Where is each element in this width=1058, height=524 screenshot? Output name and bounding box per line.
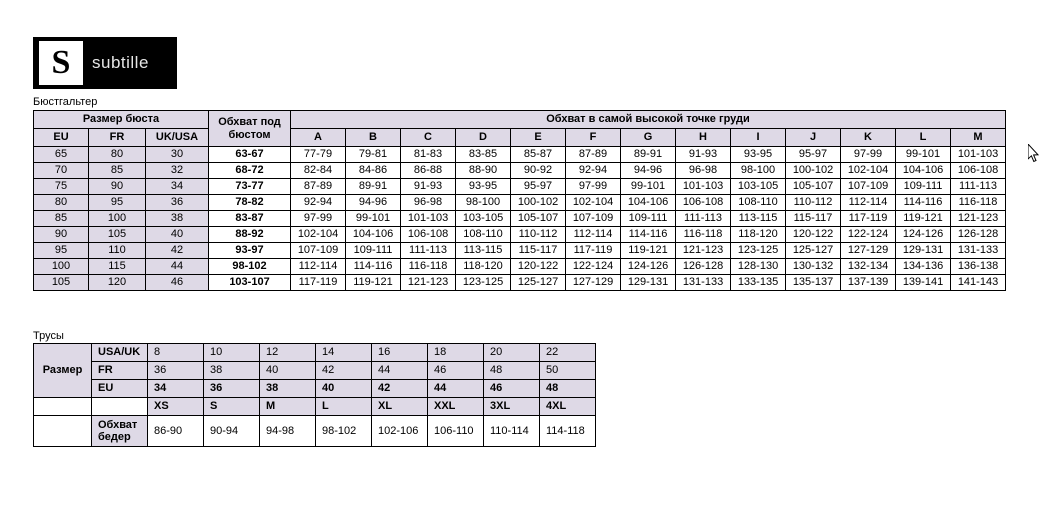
panties-cell: 50 <box>540 362 596 380</box>
panties-cell: 40 <box>260 362 316 380</box>
panties-cell: 48 <box>540 380 596 398</box>
table-row <box>34 243 1006 259</box>
column-header-cup-k: K <box>841 129 896 147</box>
bra-cell-measurement: 131-133 <box>951 243 1006 259</box>
panties-cell: 38 <box>204 362 260 380</box>
bra-cell-measurement: 117-119 <box>291 275 346 291</box>
bra-cell-measurement: 91-93 <box>401 179 456 195</box>
bra-cell-measurement: 109-111 <box>896 179 951 195</box>
bra-cell-measurement: 98-100 <box>731 163 786 179</box>
column-header-cup-l: L <box>896 129 951 147</box>
panties-cell: 20 <box>484 344 540 362</box>
bra-cell-measurement: 124-126 <box>896 227 951 243</box>
table-row <box>34 195 1006 211</box>
bra-size-table <box>33 110 1006 291</box>
bra-cell-ukusa: 46 <box>146 275 209 291</box>
bra-cell-ukusa: 44 <box>146 259 209 275</box>
bra-cell-measurement: 129-131 <box>896 243 951 259</box>
panties-section-caption: Трусы <box>33 330 64 342</box>
panties-table-body <box>34 344 596 447</box>
bra-cell-measurement: 130-132 <box>786 259 841 275</box>
bra-cell-measurement: 121-123 <box>951 211 1006 227</box>
bra-cell-measurement: 127-129 <box>566 275 621 291</box>
bra-cell-measurement: 136-138 <box>951 259 1006 275</box>
panties-cell: 42 <box>372 380 428 398</box>
bra-cell-ukusa: 38 <box>146 211 209 227</box>
bra-cell-measurement: 113-115 <box>731 211 786 227</box>
panties-cell: 86-90 <box>148 416 204 447</box>
bra-cell-measurement: 93-95 <box>456 179 511 195</box>
bra-cell-measurement: 95-97 <box>786 147 841 163</box>
bra-cell-underbust: 73-77 <box>209 179 291 195</box>
column-header-cup-f: F <box>566 129 621 147</box>
bra-cell-measurement: 90-92 <box>511 163 566 179</box>
panties-cell: 36 <box>148 362 204 380</box>
bra-cell-measurement: 77-79 <box>291 147 346 163</box>
panties-row-label: FR <box>92 362 148 380</box>
bra-cell-measurement: 129-131 <box>621 275 676 291</box>
bra-cell-measurement: 135-137 <box>786 275 841 291</box>
panties-cell: XL <box>372 398 428 416</box>
bra-cell-measurement: 89-91 <box>346 179 401 195</box>
panties-cell: XS <box>148 398 204 416</box>
column-header-cup-e: E <box>511 129 566 147</box>
bra-cell-eu: 85 <box>34 211 89 227</box>
bra-cell-measurement: 85-87 <box>511 147 566 163</box>
panties-cell: 36 <box>204 380 260 398</box>
underbust-header: Обхват под бюстом <box>209 111 291 147</box>
panties-cell: 48 <box>484 362 540 380</box>
bra-cell-measurement: 122-124 <box>841 227 896 243</box>
bra-cell-fr: 120 <box>89 275 146 291</box>
panties-cell: 3XL <box>484 398 540 416</box>
panties-cell: 10 <box>204 344 260 362</box>
table-row <box>34 398 596 416</box>
bra-cell-measurement: 115-117 <box>786 211 841 227</box>
bra-cell-eu: 105 <box>34 275 89 291</box>
column-header-cup-a: A <box>291 129 346 147</box>
bra-cell-measurement: 111-113 <box>951 179 1006 195</box>
bra-cell-measurement: 120-122 <box>511 259 566 275</box>
bra-cell-measurement: 99-101 <box>346 211 401 227</box>
bra-cell-measurement: 106-108 <box>951 163 1006 179</box>
panties-cell: M <box>260 398 316 416</box>
bra-cell-measurement: 126-128 <box>676 259 731 275</box>
column-header-cup-b: B <box>346 129 401 147</box>
panties-row-label: USA/UK <box>92 344 148 362</box>
panties-cell: 98-102 <box>316 416 372 447</box>
bra-cell-measurement: 115-117 <box>511 243 566 259</box>
bra-cell-measurement: 124-126 <box>621 259 676 275</box>
table-row <box>34 416 596 447</box>
column-header-eu: EU <box>34 129 89 147</box>
bra-cell-underbust: 78-82 <box>209 195 291 211</box>
bra-cell-measurement: 121-123 <box>676 243 731 259</box>
panties-cell: XXL <box>428 398 484 416</box>
bra-cell-measurement: 87-89 <box>291 179 346 195</box>
panties-cell: 14 <box>316 344 372 362</box>
bra-cell-measurement: 107-109 <box>841 179 896 195</box>
bra-cell-measurement: 106-108 <box>401 227 456 243</box>
bra-cell-measurement: 116-118 <box>401 259 456 275</box>
bra-cell-measurement: 82-84 <box>291 163 346 179</box>
bra-cell-ukusa: 30 <box>146 147 209 163</box>
bra-cell-measurement: 95-97 <box>511 179 566 195</box>
bra-cell-eu: 70 <box>34 163 89 179</box>
bra-cell-measurement: 118-120 <box>731 227 786 243</box>
bra-cell-ukusa: 32 <box>146 163 209 179</box>
panties-size-table <box>33 343 596 447</box>
panties-cell: 18 <box>428 344 484 362</box>
bra-cell-measurement: 106-108 <box>676 195 731 211</box>
bra-cell-fr: 90 <box>89 179 146 195</box>
bra-table-header-row-2 <box>34 129 1006 147</box>
bra-cell-measurement: 104-106 <box>621 195 676 211</box>
panties-cell: 42 <box>316 362 372 380</box>
bra-cell-measurement: 116-118 <box>951 195 1006 211</box>
bra-cell-measurement: 107-109 <box>566 211 621 227</box>
bra-cell-eu: 100 <box>34 259 89 275</box>
bra-cell-measurement: 99-101 <box>896 147 951 163</box>
bra-cell-measurement: 87-89 <box>566 147 621 163</box>
bra-cell-measurement: 126-128 <box>951 227 1006 243</box>
panties-cell: 38 <box>260 380 316 398</box>
panties-cell: 46 <box>428 362 484 380</box>
bra-cell-measurement: 98-100 <box>456 195 511 211</box>
table-row <box>34 163 1006 179</box>
table-row <box>34 362 596 380</box>
bra-cell-measurement: 88-90 <box>456 163 511 179</box>
column-header-cup-m: M <box>951 129 1006 147</box>
table-row <box>34 179 1006 195</box>
column-header-cup-i: I <box>731 129 786 147</box>
bra-cell-measurement: 139-141 <box>896 275 951 291</box>
panties-cell: 106-110 <box>428 416 484 447</box>
panties-cell: 44 <box>372 362 428 380</box>
bra-cell-measurement: 86-88 <box>401 163 456 179</box>
bra-cell-measurement: 112-114 <box>566 227 621 243</box>
bra-cell-measurement: 141-143 <box>951 275 1006 291</box>
column-header-cup-j: J <box>786 129 841 147</box>
panties-cell: 8 <box>148 344 204 362</box>
bra-cell-measurement: 81-83 <box>401 147 456 163</box>
bra-cell-measurement: 120-122 <box>786 227 841 243</box>
bra-cell-measurement: 127-129 <box>841 243 896 259</box>
column-header-cup-d: D <box>456 129 511 147</box>
bra-cell-measurement: 93-95 <box>731 147 786 163</box>
bra-cell-underbust: 98-102 <box>209 259 291 275</box>
bra-cell-eu: 75 <box>34 179 89 195</box>
panties-row-label-empty <box>92 398 148 416</box>
bra-cell-eu: 95 <box>34 243 89 259</box>
bra-cell-measurement: 101-103 <box>951 147 1006 163</box>
bra-cell-measurement: 94-96 <box>346 195 401 211</box>
bra-cell-measurement: 116-118 <box>676 227 731 243</box>
bra-cell-ukusa: 42 <box>146 243 209 259</box>
panties-cell: 90-94 <box>204 416 260 447</box>
bra-cell-measurement: 100-102 <box>786 163 841 179</box>
bra-cell-measurement: 133-135 <box>731 275 786 291</box>
table-row <box>34 380 596 398</box>
bra-table-body <box>34 147 1006 291</box>
bra-cell-measurement: 107-109 <box>291 243 346 259</box>
bust-group-header: Обхват в самой высокой точке груди <box>291 111 1006 129</box>
table-row <box>34 259 1006 275</box>
column-header-cup-c: C <box>401 129 456 147</box>
bra-cell-underbust: 63-67 <box>209 147 291 163</box>
bra-cell-underbust: 88-92 <box>209 227 291 243</box>
bra-cell-measurement: 97-99 <box>566 179 621 195</box>
bra-cell-measurement: 83-85 <box>456 147 511 163</box>
panties-cell: 4XL <box>540 398 596 416</box>
panties-cell: 102-106 <box>372 416 428 447</box>
bra-cell-measurement: 123-125 <box>731 243 786 259</box>
panties-cell: 44 <box>428 380 484 398</box>
bra-cell-eu: 90 <box>34 227 89 243</box>
table-row <box>34 344 596 362</box>
bra-cell-measurement: 123-125 <box>456 275 511 291</box>
bra-cell-measurement: 89-91 <box>621 147 676 163</box>
bra-cell-fr: 80 <box>89 147 146 163</box>
bra-cell-measurement: 119-121 <box>621 243 676 259</box>
panties-cell: L <box>316 398 372 416</box>
bra-cell-measurement: 112-114 <box>841 195 896 211</box>
bra-cell-measurement: 101-103 <box>676 179 731 195</box>
bra-cell-measurement: 108-110 <box>456 227 511 243</box>
bra-cell-measurement: 104-106 <box>346 227 401 243</box>
panties-cell: 16 <box>372 344 428 362</box>
panties-cell: 22 <box>540 344 596 362</box>
bra-cell-measurement: 109-111 <box>621 211 676 227</box>
bra-cell-measurement: 121-123 <box>401 275 456 291</box>
bra-cell-measurement: 119-121 <box>896 211 951 227</box>
bra-cell-measurement: 108-110 <box>731 195 786 211</box>
bra-cell-measurement: 104-106 <box>896 163 951 179</box>
bra-cell-measurement: 99-101 <box>621 179 676 195</box>
brand-logo <box>33 37 177 89</box>
bra-cell-fr: 95 <box>89 195 146 211</box>
bra-cell-fr: 100 <box>89 211 146 227</box>
bra-cell-measurement: 101-103 <box>401 211 456 227</box>
bra-cell-measurement: 111-113 <box>676 211 731 227</box>
bra-cell-measurement: 137-139 <box>841 275 896 291</box>
bra-cell-measurement: 92-94 <box>566 163 621 179</box>
bra-cell-measurement: 103-105 <box>456 211 511 227</box>
bra-cell-measurement: 114-116 <box>896 195 951 211</box>
bra-cell-measurement: 134-136 <box>896 259 951 275</box>
bra-cell-measurement: 103-105 <box>731 179 786 195</box>
bra-size-group-header: Размер бюста <box>34 111 209 129</box>
bra-cell-measurement: 125-127 <box>511 275 566 291</box>
mouse-cursor-icon <box>1028 144 1040 163</box>
bra-cell-eu: 80 <box>34 195 89 211</box>
bra-cell-measurement: 125-127 <box>786 243 841 259</box>
panties-hip-label <box>92 416 148 447</box>
panties-empty-cell-2 <box>34 416 92 447</box>
bra-cell-measurement: 117-119 <box>566 243 621 259</box>
bra-cell-measurement: 105-107 <box>511 211 566 227</box>
bra-cell-measurement: 122-124 <box>566 259 621 275</box>
bra-cell-measurement: 102-104 <box>841 163 896 179</box>
bra-cell-measurement: 110-112 <box>786 195 841 211</box>
bra-cell-fr: 110 <box>89 243 146 259</box>
bra-cell-measurement: 112-114 <box>291 259 346 275</box>
panties-row-label: EU <box>92 380 148 398</box>
bra-cell-underbust: 93-97 <box>209 243 291 259</box>
bra-cell-measurement: 109-111 <box>346 243 401 259</box>
bra-cell-underbust: 103-107 <box>209 275 291 291</box>
panties-cell: 114-118 <box>540 416 596 447</box>
bra-cell-measurement: 111-113 <box>401 243 456 259</box>
logo-monogram-icon: S <box>39 41 83 85</box>
bra-cell-measurement: 97-99 <box>841 147 896 163</box>
bra-cell-measurement: 110-112 <box>511 227 566 243</box>
bra-cell-fr: 105 <box>89 227 146 243</box>
bra-cell-measurement: 131-133 <box>676 275 731 291</box>
panties-cell: S <box>204 398 260 416</box>
panties-hip-label-line1: Обхват <box>98 419 138 431</box>
bra-cell-measurement: 132-134 <box>841 259 896 275</box>
bra-cell-underbust: 83-87 <box>209 211 291 227</box>
bra-cell-fr: 85 <box>89 163 146 179</box>
bra-cell-measurement: 79-81 <box>346 147 401 163</box>
column-header-fr: FR <box>89 129 146 147</box>
bra-cell-fr: 115 <box>89 259 146 275</box>
bra-cell-measurement: 105-107 <box>786 179 841 195</box>
bra-cell-measurement: 114-116 <box>346 259 401 275</box>
table-row <box>34 147 1006 163</box>
bra-cell-measurement: 128-130 <box>731 259 786 275</box>
panties-cell: 12 <box>260 344 316 362</box>
bra-cell-ukusa: 40 <box>146 227 209 243</box>
bra-cell-measurement: 91-93 <box>676 147 731 163</box>
bra-cell-measurement: 102-104 <box>291 227 346 243</box>
table-row <box>34 211 1006 227</box>
column-header-cup-g: G <box>621 129 676 147</box>
bra-cell-measurement: 94-96 <box>621 163 676 179</box>
bra-cell-measurement: 100-102 <box>511 195 566 211</box>
bra-cell-measurement: 118-120 <box>456 259 511 275</box>
bra-section-caption: Бюстгальтер <box>33 96 98 108</box>
panties-cell: 94-98 <box>260 416 316 447</box>
bra-cell-measurement: 96-98 <box>676 163 731 179</box>
bra-cell-eu: 65 <box>34 147 89 163</box>
panties-empty-cell <box>34 398 92 416</box>
column-header-uk-usa: UK/USA <box>146 129 209 147</box>
table-row <box>34 227 1006 243</box>
bra-cell-measurement: 92-94 <box>291 195 346 211</box>
bra-cell-underbust: 68-72 <box>209 163 291 179</box>
panties-cell: 40 <box>316 380 372 398</box>
bra-cell-measurement: 102-104 <box>566 195 621 211</box>
panties-hip-label-line2: бедер <box>98 431 131 443</box>
bra-table-header-row-1 <box>34 111 1006 129</box>
bra-cell-measurement: 117-119 <box>841 211 896 227</box>
table-row <box>34 275 1006 291</box>
bra-cell-ukusa: 34 <box>146 179 209 195</box>
column-header-cup-h: H <box>676 129 731 147</box>
bra-cell-measurement: 96-98 <box>401 195 456 211</box>
panties-cell: 34 <box>148 380 204 398</box>
bra-cell-measurement: 114-116 <box>621 227 676 243</box>
bra-cell-measurement: 84-86 <box>346 163 401 179</box>
panties-cell: 46 <box>484 380 540 398</box>
panties-size-label: Размер <box>34 344 92 398</box>
bra-cell-measurement: 119-121 <box>346 275 401 291</box>
panties-cell: 110-114 <box>484 416 540 447</box>
bra-table-head <box>34 111 1006 147</box>
logo-wordmark: subtille <box>92 53 149 72</box>
bra-cell-measurement: 97-99 <box>291 211 346 227</box>
bra-cell-measurement: 113-115 <box>456 243 511 259</box>
bra-cell-ukusa: 36 <box>146 195 209 211</box>
